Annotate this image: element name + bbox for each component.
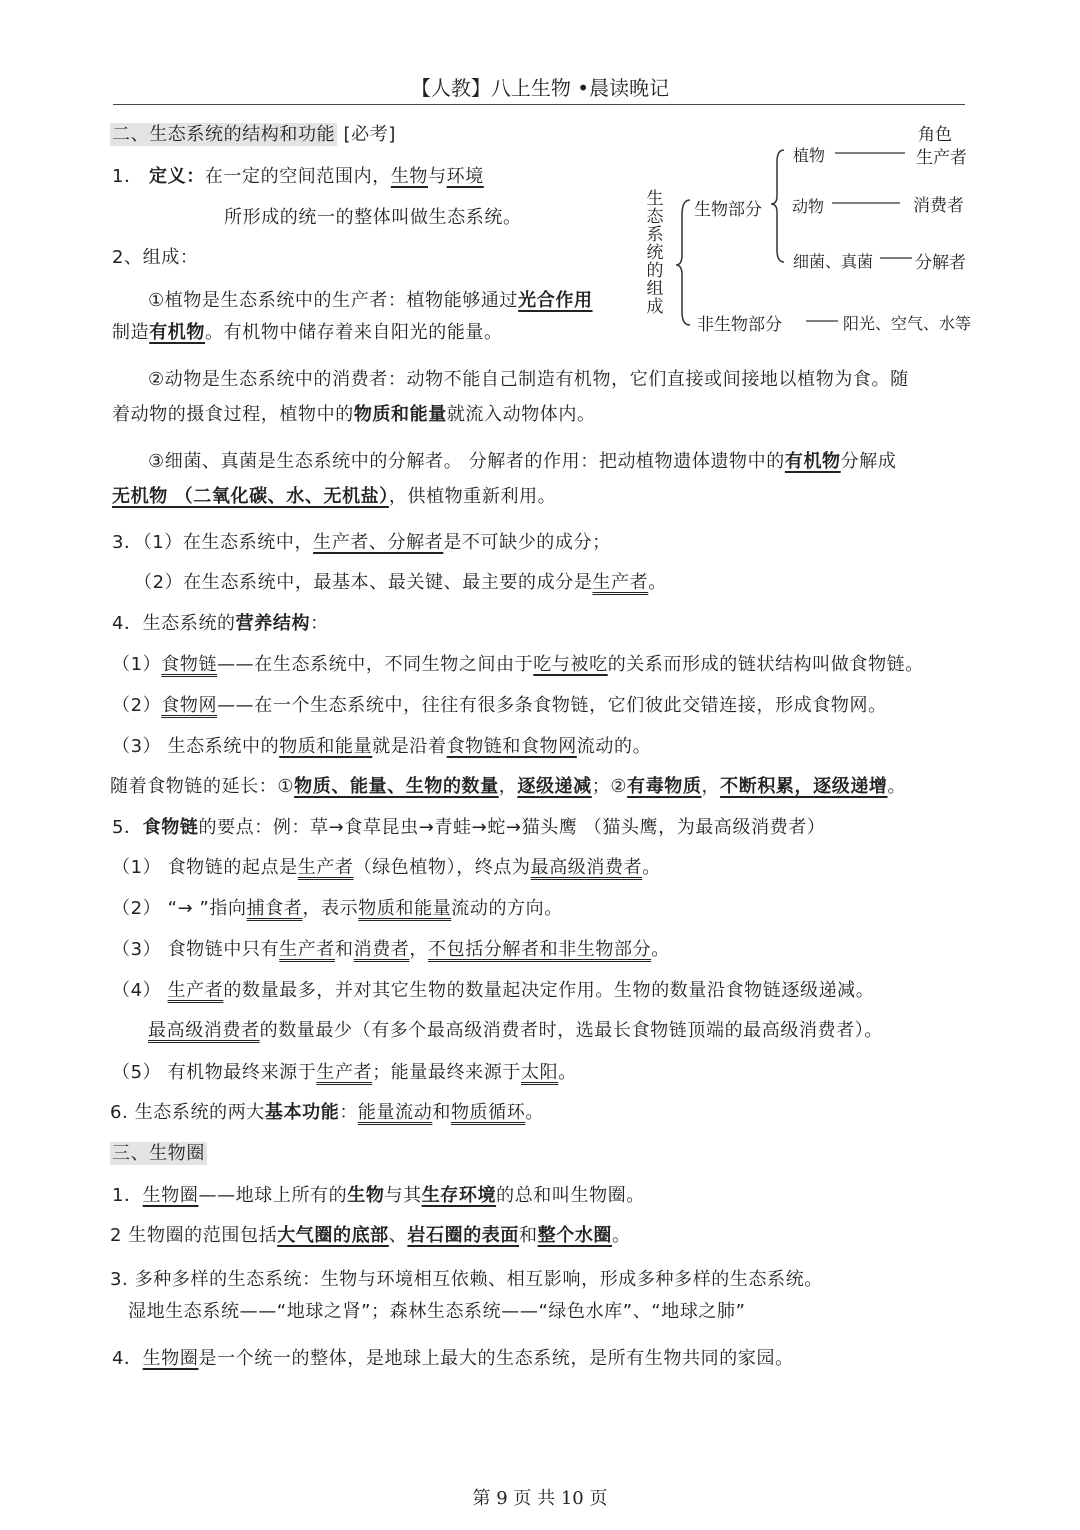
item-3-1: [112, 528, 611, 554]
text: （5） 有机物最终来源于: [112, 1062, 317, 1083]
text: 。: [642, 857, 661, 878]
text: ；②: [591, 776, 628, 797]
text: ——地球上所有的: [198, 1185, 348, 1206]
text: 的要点：例：草→食草昆虫→青蛙→蛇→猫头鹰 （猫头鹰，为最高级消费者）: [198, 817, 826, 838]
term-decrease: 逐级递减: [517, 776, 592, 797]
biosphere-1: [112, 1181, 645, 1207]
term-food-chain: 食物链: [161, 654, 218, 675]
text: ①植物是生态系统中的生产者：植物能够通过: [148, 290, 519, 311]
text: 1．: [112, 1185, 143, 1206]
text: 的数量最少（有多个最高级消费者时，选最长食物链顶端的最高级消费者）。: [259, 1020, 884, 1041]
text: （3） 食物链中只有: [112, 939, 280, 960]
text: 与其: [384, 1185, 422, 1206]
item-4-1: [112, 650, 924, 676]
text: 着动物的摄食过程，植物中的: [112, 404, 354, 425]
term-matter-energy: 物质和能量: [358, 898, 452, 919]
role-header: 角色: [918, 125, 952, 145]
term-producer-decomposer: 生产者、分解者: [313, 532, 444, 553]
decomposer-para-2: [112, 482, 556, 508]
term-food-chain: 食物链: [142, 817, 199, 838]
term-top-consumer: 最高级消费者: [530, 857, 643, 878]
item-5-4-cont: [148, 1016, 883, 1042]
text: 。: [525, 1102, 544, 1123]
term-biosphere: 生物圈: [142, 1185, 199, 1206]
term-hydrosphere: 整个水圈: [537, 1225, 613, 1246]
text: （4）: [112, 980, 168, 1001]
term-environment: 环境: [446, 166, 484, 187]
plant-label: 植物: [793, 146, 826, 165]
item-5: [112, 813, 826, 839]
text: 就流入动物体内。: [446, 404, 596, 425]
definition-line-2: 所形成的统一的整体叫做生态系统。: [224, 207, 522, 228]
item-5-5: [112, 1058, 577, 1084]
item-4-2: [112, 691, 887, 717]
nonbio-part-label: 非生物部分: [697, 315, 782, 335]
biosphere-3: 3. 多种多样的生态系统：生物与环境相互依赖、相互影响，形成多种多样的生态系统。: [110, 1269, 823, 1290]
diagram-brackets: [0, 0, 1080, 360]
text: 4．: [112, 1348, 143, 1369]
biosphere-3-cont: 湿地生态系统——“地球之肾”；森林生态系统——“绿色水库”、“地球之肺”: [128, 1301, 746, 1322]
text: （1） 食物链的起点是: [112, 857, 298, 878]
term-chain-web: 食物链和食物网: [446, 736, 577, 757]
item-5-3: [112, 935, 670, 961]
main-bracket: [676, 200, 690, 325]
term-exclusion: 不包括分解者和非生物部分: [428, 939, 652, 960]
text: ③细菌、真菌是生态系统中的分解者。 分解者的作用：把动植物遗体遗物中的: [148, 451, 785, 472]
term-organism: 生物: [347, 1185, 385, 1206]
text: 3．（1）在生态系统中，: [112, 532, 314, 553]
text: 。: [558, 1062, 577, 1083]
text: （2）: [112, 695, 162, 716]
term-trophic-structure: 营养结构: [235, 613, 311, 634]
microbe-label: 细菌、真菌: [793, 252, 874, 271]
term-basic-function: 基本功能: [264, 1102, 340, 1123]
bio-bracket: [771, 150, 784, 262]
item-number: 1: [112, 166, 125, 187]
term-biosphere: 生物圈: [142, 1348, 199, 1369]
text: 6. 生态系统的两大: [110, 1102, 265, 1123]
text: 的总和叫生物圈。: [496, 1185, 645, 1206]
text: 随着食物链的延长：①: [110, 776, 295, 797]
item-dot: ．: [124, 166, 143, 187]
decomposer-label: 分解者: [915, 253, 966, 273]
text: ，: [701, 776, 721, 797]
term-organism: 生物: [390, 166, 429, 187]
term-producer: 生产者: [316, 1062, 373, 1083]
text: （2）在生态系统中，最基本、最关键、最主要的成分是: [134, 572, 593, 593]
text: （1）: [112, 654, 162, 675]
text: 与: [428, 166, 447, 187]
term-producer: 生产者: [592, 572, 649, 593]
text: 。: [651, 939, 670, 960]
document-title: 【人教】八上生物 •晨读晚记: [410, 76, 670, 100]
section-2-title: 二、生态系统的结构和功能: [112, 124, 336, 145]
consumer-para-1: ②动物是生态系统中的消费者：动物不能自己制造有机物，它们直接或间接地以植物为食。随: [148, 369, 909, 390]
term-living-environment: 生存环境: [421, 1185, 497, 1206]
text: 流动的。: [576, 736, 652, 757]
text: 是一个统一的整体，是地球上最大的生态系统，是所有生物共同的家园。: [198, 1348, 794, 1369]
text: ——在一个生态系统中，往往有很多条食物链，它们彼此交错连接，形成食物网。: [217, 695, 887, 716]
term-organic-matter: 有机物: [149, 322, 206, 343]
text: 2 生物圈的范围包括: [110, 1225, 278, 1246]
term-toxins: 有毒物质: [627, 776, 702, 797]
text: 。: [887, 776, 907, 797]
item-6: [110, 1098, 544, 1124]
required-tag: [必考]: [343, 124, 396, 145]
term-matter-energy: 物质和能量: [353, 404, 447, 425]
biosphere-4: [112, 1344, 794, 1370]
term-material-cycle: 物质循环: [450, 1102, 526, 1123]
item-5-2: [112, 894, 563, 920]
text: 的数量最多，并对其它生物的数量起决定作用。生物的数量沿食物链逐级递减。: [223, 980, 875, 1001]
decomposer-para-1: [148, 447, 896, 473]
text: 的关系而形成的链状结构叫做食物链。: [607, 654, 924, 675]
text: ，: [409, 939, 429, 960]
text: 和: [519, 1225, 538, 1246]
item-5-4: [112, 976, 874, 1002]
text: ：: [339, 1102, 358, 1123]
term-organic-matter: 有机物: [784, 451, 841, 472]
item-5-1: [112, 853, 661, 879]
text: 和: [432, 1102, 451, 1123]
text: ，: [498, 776, 518, 797]
term-lithosphere-surface: 岩石圈的表面: [407, 1225, 520, 1246]
term-food-web: 食物网: [161, 695, 218, 716]
biosphere-2: [110, 1221, 631, 1247]
term-energy-flow: 能量流动: [357, 1102, 433, 1123]
text: ，表示: [302, 898, 359, 919]
term-predator: 捕食者: [246, 898, 303, 919]
term-producer: 生产者: [279, 939, 335, 960]
section-3-title: 三、生物圈: [112, 1143, 205, 1164]
bio-part-label: 生物部分: [694, 200, 762, 220]
term-atmosphere-bottom: 大气圈的底部: [277, 1225, 389, 1246]
text: 流动的方向。: [451, 898, 563, 919]
text: 就是沿着: [372, 736, 447, 757]
term-consumer: 消费者: [353, 939, 410, 960]
text: （绿色植物），终点为: [353, 857, 531, 878]
term-photosynthesis: 光合作用: [518, 290, 593, 311]
item-4-3: [112, 732, 651, 758]
definition-label: 定义：: [149, 166, 205, 187]
text: 、: [388, 1225, 408, 1246]
composition-title: 2、组成：: [112, 247, 199, 268]
text: 和: [335, 939, 354, 960]
term-matter-energy: 物质和能量: [279, 736, 373, 757]
definition-text: 在一定的空间范围内，: [204, 166, 391, 187]
diagram-vertical-label: 生态系统的组成: [646, 189, 664, 317]
text: 5．: [112, 817, 143, 838]
producer-label: 生产者: [916, 148, 967, 168]
consumer-label: 消费者: [913, 196, 964, 216]
term-producer: 生产者: [167, 980, 224, 1001]
consumer-para-2: [112, 400, 596, 426]
term-accumulate: 不断积累，逐级递增: [720, 776, 888, 797]
text: 。: [648, 572, 667, 593]
term-top-consumer: 最高级消费者: [148, 1020, 260, 1041]
chain-extension-line: [110, 772, 906, 798]
text: ，供植物重新利用。: [388, 486, 557, 507]
page-footer: 第 9 页 共 10 页: [472, 1488, 608, 1509]
text: 分解成: [840, 451, 897, 472]
text: 。: [612, 1225, 631, 1246]
text: （2） “→ ”指向: [112, 898, 247, 919]
text: ；能量最终来源于: [372, 1062, 521, 1083]
text: 4．生态系统的: [112, 613, 236, 634]
term-quantity: 物质、能量、生物的数量: [294, 776, 499, 797]
section-3-heading: [110, 1139, 207, 1165]
term-inorganic-matter: 无机物 （二氧化碳、水、无机盐）: [112, 486, 389, 507]
animal-label: 动物: [792, 197, 825, 216]
text: ——在生态系统中，不同生物之间由于: [217, 654, 534, 675]
text: ：: [310, 613, 329, 634]
text: （3） 生态系统中的: [112, 736, 280, 757]
item-3-2: [134, 568, 667, 594]
term-producer: 生产者: [297, 857, 354, 878]
item-4: [112, 609, 329, 635]
text: 制造: [112, 322, 150, 343]
term-sun: 太阳: [521, 1062, 559, 1083]
text: 。有机物中储存着来自阳光的能量。: [205, 322, 503, 343]
text: 是不可缺少的成分；: [443, 532, 611, 553]
term-predation: 吃与被吃: [533, 654, 608, 675]
nonbio-items: 阳光、空气、水等: [843, 314, 972, 333]
